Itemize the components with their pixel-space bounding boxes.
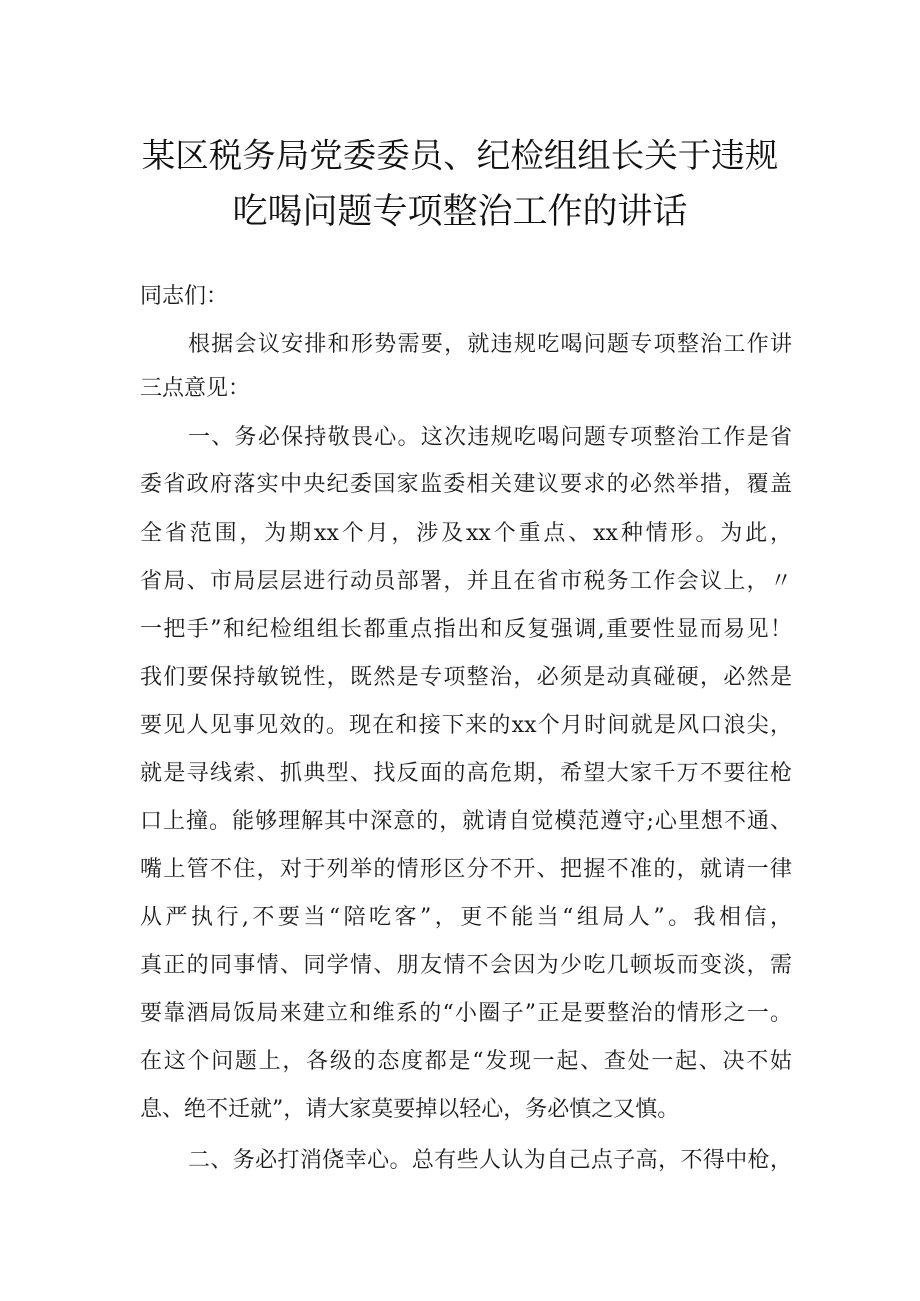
document-title-line-1: 某区税务局党委委员、纪检组组长关于违规 xyxy=(141,136,779,175)
body-line: 一把手”和纪检组组长都重点指出和反复强调,重要性显而易见！ xyxy=(140,617,792,642)
salutation: 同志们： xyxy=(140,284,229,309)
body-line: 要见人见事见效的。现在和接下来的xx个月时间就是风口浪尖， xyxy=(140,713,792,738)
body-line: 在这个问题上，各级的态度都是“发现一起、查处一起、决不姑 xyxy=(140,1049,792,1074)
body-line: 全省范围，为期xx个月，涉及xx个重点、xx种情形。为此， xyxy=(140,521,792,546)
body-line: 三点意见： xyxy=(140,376,251,401)
body-line: 委省政府落实中央纪委国家监委相关建议要求的必然举措，覆盖 xyxy=(140,472,792,497)
body-line: 就是寻线索、抓典型、找反面的高危期，希望大家千万不要往枪 xyxy=(140,761,792,786)
body-line: 口上撞。能够理解其中深意的，就请自觉模范遵守;心里想不通、 xyxy=(140,809,792,834)
body-line: 真正的同事情、同学情、朋友情不会因为少吃几顿坂而变淡，需 xyxy=(140,953,792,978)
document-title-line-2: 吃喝问题专项整治工作的讲话 xyxy=(232,192,688,232)
body-line: 从严执行,不要当“陪吃客”，更不能当“组局人”。我相信， xyxy=(140,905,792,930)
body-line: 二、务必打消侥幸心。总有些人认为自己点子高，不得中枪， xyxy=(188,1148,792,1173)
body-line: 一、务必保持敬畏心。这次违规吃喝问题专项整治工作是省 xyxy=(188,425,792,450)
body-line: 要靠酒局饭局来建立和维系的“小圈子”正是要整治的情形之一。 xyxy=(140,1001,792,1026)
body-line: 我们要保持敏锐性，既然是专项整治，必须是动真碰硬，必然是 xyxy=(140,665,792,690)
body-line: 嘴上管不住，对于列举的情形区分不开、把握不准的，就请一律 xyxy=(140,857,792,882)
body-line: 根据会议安排和形势需要，就违规吃喝问题专项整治工作讲 xyxy=(188,332,792,357)
body-line: 息、绝不迁就”，请大家莫要掉以轻心，务必慎之又慎。 xyxy=(140,1097,680,1122)
body-line: 省局、市局层层进行动员部署，并且在省市税务工作会议上，〃 xyxy=(140,569,792,594)
